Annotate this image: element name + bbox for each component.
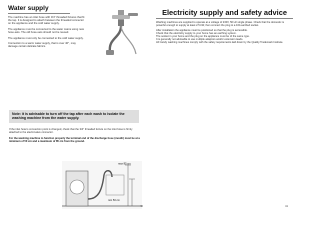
note-box: Note: it is advisable to turn off the tap after each wash to isolate the washing machine from the water supply.: [9, 110, 139, 123]
page-number-left: 40: [140, 204, 144, 208]
electricity-paragraph: Washing machines are supplied to operate at a voltage of 230V, 50 Hz single phase. Check that the domestic is powerful enough to supply at least 2.5 kW, then connect the plug to a 16A earthed socket.: [156, 21, 284, 28]
max-height-label: max 85 cm: [118, 162, 131, 166]
water-supply-text: [8, 16, 86, 49]
page-number-right: 41: [285, 204, 289, 208]
water-supply-paragraph: The appliance must be connected to the water mains using new hose-sets. The old hose-sets should not be reused.: [8, 27, 84, 34]
electricity-paragraph: All Candy washing machines comply with the safety requirements laid down by the Quality Trademark Institute.: [156, 41, 284, 45]
min-height-label: min 50 cm: [108, 199, 120, 202]
inlet-hose-illustration: [98, 8, 146, 58]
water-supply-heading: Water supply: [8, 5, 70, 14]
water-supply-paragraph: The appliance must only be connected to the cold water supply.: [8, 36, 84, 40]
electricity-paragraph: The socket in your home and the plug on the appliance must be of the same type.: [156, 34, 250, 38]
drain-hose-diagram: [62, 161, 142, 209]
electricity-paragraph: After installation the appliance must be positioned so that the plug is accessible.: [156, 28, 248, 32]
hose-check-paragraph: If the inlet hose's connection point is changed, check that the 3/4" threaded ferrule on the inlet hose is firmly attached to the electrovalve connector.: [9, 128, 133, 135]
right-page: [150, 0, 300, 212]
electricity-paragraph: Check that the electricity supply to your home has an earthing system.: [156, 31, 237, 35]
water-supply-paragraph: The machine has an inlet hose with 3/4" threaded fixtures that fit the tap. It is designed to attach between the threaded connector on the appliance and the cold water supply.: [8, 15, 85, 25]
installation-text: [9, 128, 141, 146]
electricity-text: [156, 21, 293, 44]
discharge-height-paragraph: For the washing machine to function properly the terminal end of the discharge hose (mouth) must be at a minimum of 50 cm and a maximum of 85 cm from the ground.: [9, 136, 140, 143]
electricity-heading: Electricity supply and safety advice: [156, 8, 293, 19]
water-supply-paragraph: Connection to a warm water supply, that is over 40°, may damage certain delicate fabrics.: [8, 42, 76, 49]
electricity-paragraph: It is generally not advisable to use multiple adaptors and/or extension leads.: [156, 37, 244, 41]
